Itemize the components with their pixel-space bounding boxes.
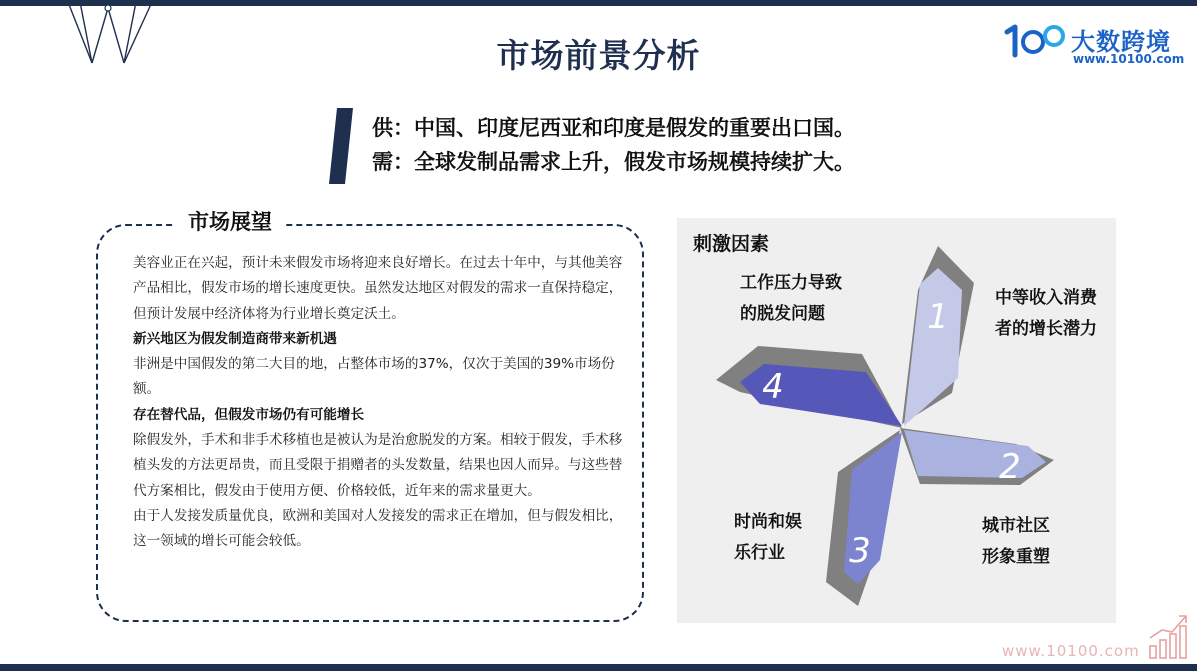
- growth-chart-icon: [1146, 612, 1192, 660]
- outlook-paragraph: 由于人发接发质量优良，欧洲和美国对人发接发的需求正在增加，但与假发相比，这一领域的增长可能会较低。: [133, 507, 623, 550]
- factor-number: 3: [849, 531, 871, 571]
- bottom-accent-bar: [0, 664, 1197, 671]
- accent-slash-bar: [329, 108, 353, 184]
- factor-number: 1: [927, 297, 949, 337]
- brand-mark-icon: [1003, 22, 1069, 60]
- top-accent-bar: [0, 0, 1197, 6]
- brand-name: 大数跨境: [1071, 28, 1171, 56]
- factors-title: 刺激因素: [693, 233, 770, 255]
- outlook-body: [133, 251, 625, 555]
- outlook-title: 市场展望: [174, 206, 286, 236]
- watermark-text: www.10100.com: [1002, 642, 1140, 660]
- brand-url: www.10100.com: [1073, 52, 1185, 66]
- factor-label: 工作压力导致 的脱发问题: [740, 273, 842, 324]
- factor-number: 4: [762, 367, 784, 407]
- factor-number: 2: [999, 447, 1021, 487]
- outlook-subheading: 存在替代品，但假发市场仍有可能增长: [133, 406, 365, 423]
- factor-label: 中等收入消费 者的增长潜力: [995, 288, 1097, 339]
- demand-statement: 需：全球发制品需求上升，假发市场规模持续扩大。: [372, 150, 855, 174]
- factor-label: 时尚和娱 乐行业: [734, 512, 802, 563]
- outlook-subheading: 新兴地区为假发制造商带来新机遇: [133, 330, 337, 347]
- outlook-paragraph: 除假发外，手术和非手术移植也是被认为是治愈脱发的方案。相较于假发，手术移植头发的方法更昂贵，而且受限于捐赠者的头发数量，结果也因人而异。与这些替代方案相比，假发由于使用方便、价格较低，近年来的需求量更大。: [133, 432, 623, 499]
- supply-statement: 供：中国、印度尼西亚和印度是假发的重要出口国。: [372, 116, 855, 140]
- outlook-paragraph: 非洲是中国假发的第二大目的地，占整体市场的37%，仅次于美国的39%市场份额。: [133, 356, 615, 398]
- brand-logo[interactable]: [1003, 20, 1188, 70]
- outlook-paragraph: 美容业正在兴起，预计未来假发市场将迎来良好增长。在过去十年中，与其他美容产品相比，假发市场的增长速度更快。虽然发达地区对假发的需求一直保持稳定，但预计发展中经济体将为行业增长奠定沃土。: [133, 255, 623, 322]
- page-title: 市场前景分析: [496, 36, 701, 75]
- blade-2: [904, 430, 1046, 478]
- factor-label: 城市社区 形象重塑: [982, 516, 1050, 567]
